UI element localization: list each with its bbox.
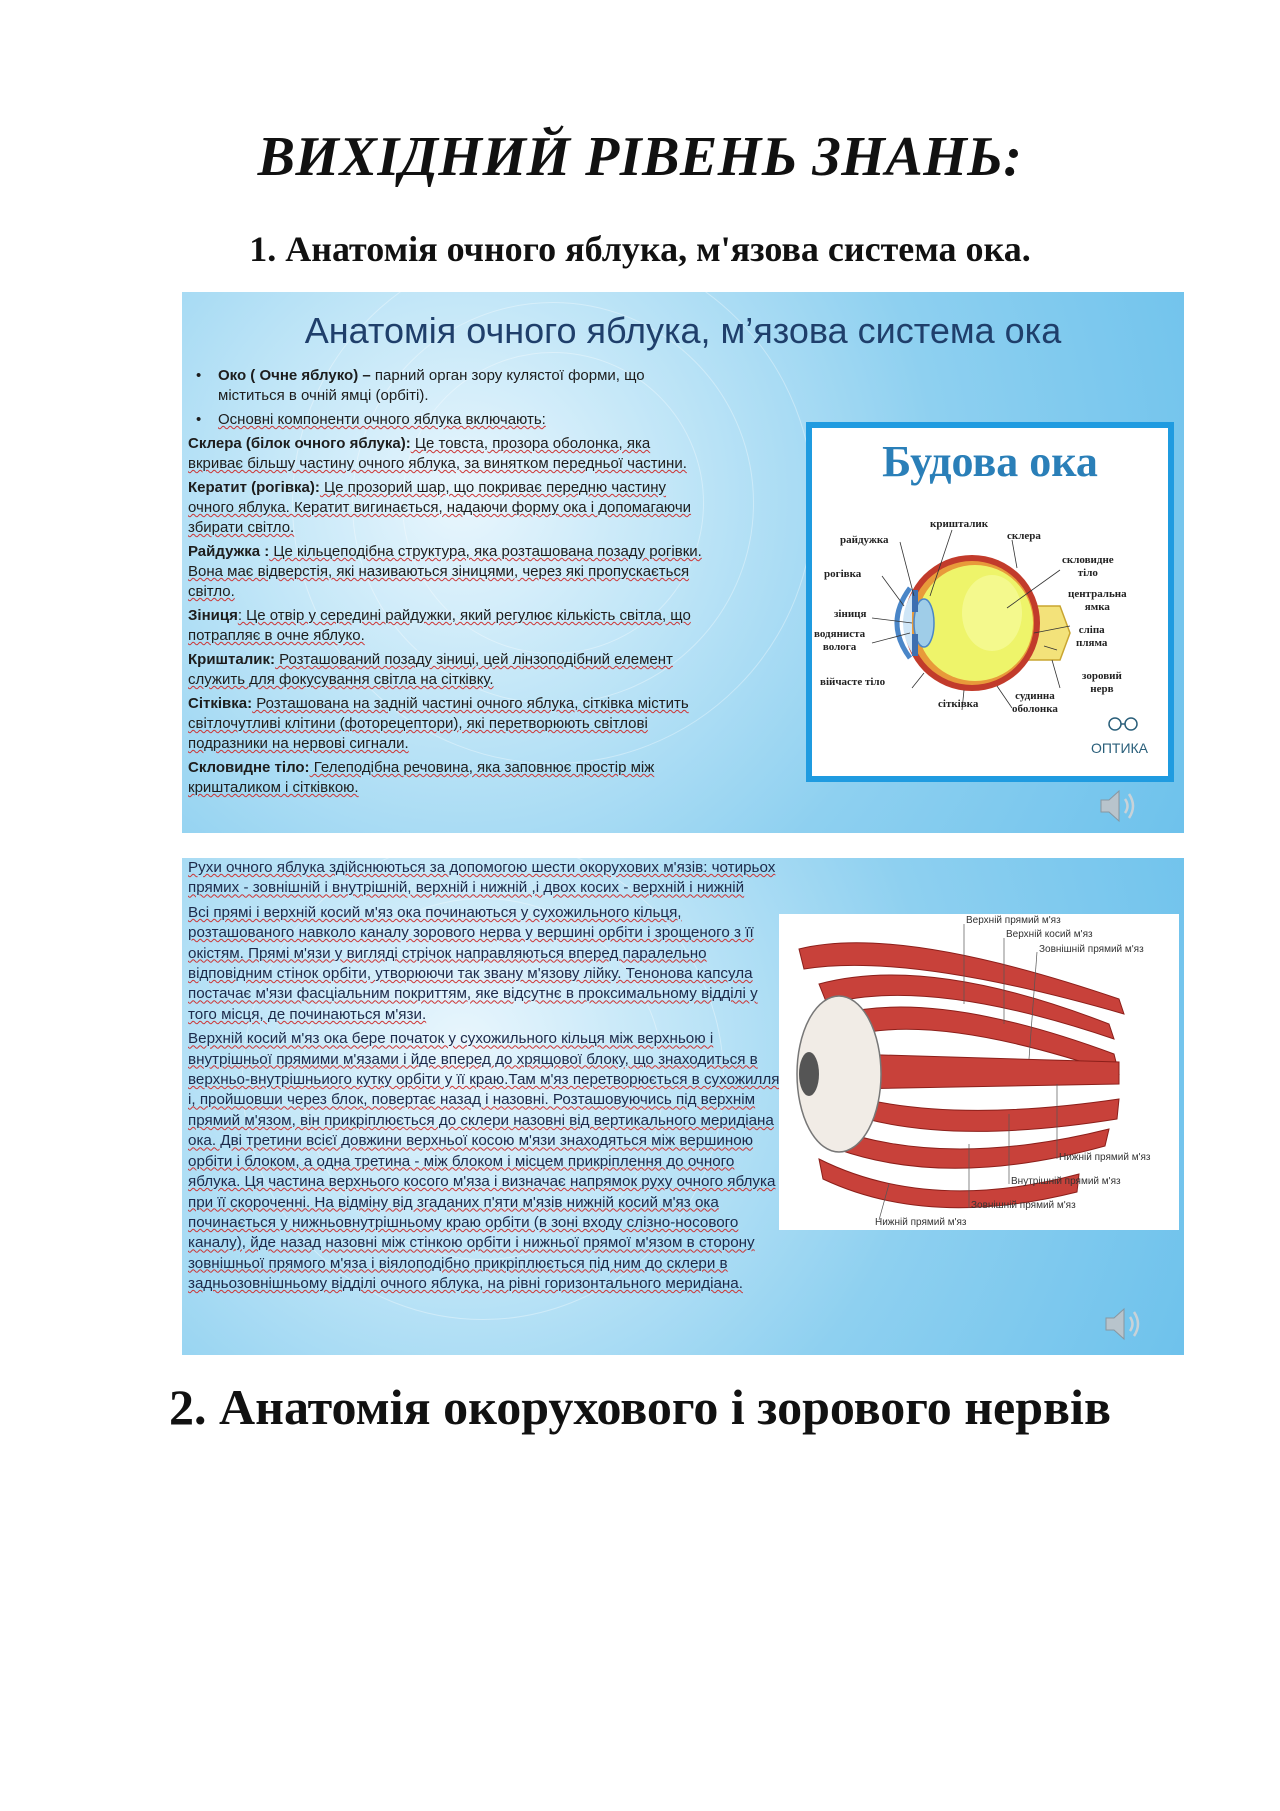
label-lateral-rectus: Зовнішній прямий м'яз <box>971 1200 1076 1211</box>
item-text: Гелеподібна речовина, яка заповнює простір між кришталиком і сітківкою. <box>188 759 655 796</box>
label-aqueous: водяниста волога <box>814 628 866 653</box>
label-vitreous: скловидне тіло <box>1062 554 1114 579</box>
slide-eye-anatomy <box>182 292 1184 833</box>
item-lens <box>188 650 708 690</box>
label-lateral-rectus-top: Зовнішній прямий м'яз <box>1039 944 1144 955</box>
item-iris <box>188 542 708 602</box>
bullet-eye-term: Око ( Очне яблуко) – <box>218 367 371 384</box>
label-retina: сітківка <box>938 698 979 710</box>
label-inferior-rectus: Нижній прямий м'яз <box>1059 1152 1151 1163</box>
label-choroid: судинна оболонка <box>1012 690 1058 715</box>
item-text: Розташований позаду зіниці, цей лінзоподібний елемент служить для фокусування світла на сітківку. <box>188 651 673 688</box>
glasses-icon <box>1106 716 1140 732</box>
label-medial-rectus: Внутрішній прямий м'яз <box>1011 1176 1121 1187</box>
section-heading-2: 2. Анатомія окорухового і зорового нервів <box>169 1379 1111 1435</box>
slide1-title: Анатомія очного яблука, м’язова система ока <box>304 310 1062 351</box>
label-sclera: склера <box>1007 530 1041 542</box>
item-cornea <box>188 478 708 538</box>
speaker-icon[interactable] <box>1097 786 1143 826</box>
item-text: : Це отвір у середині райдужки, який регулює кількість світла, що потрапляє в очне яблуко. <box>188 607 691 644</box>
item-text: Це товста, прозора оболонка, яка вкриває більшу частину очного яблука, за винятком передньої частини. <box>188 435 687 472</box>
item-term: Сітківка: <box>188 695 253 712</box>
paragraph-movements: Рухи очного яблука здійснюються за допомогою шести окорухових м'язів: чотирьох прямих - зовнішній і внутрішній, верхній і нижній ,і двох косих - верхній і нижній <box>188 859 776 897</box>
label-superior-oblique: Верхній косий м'яз <box>1006 929 1093 940</box>
paragraph-rectus: Всі прямі і верхній косий м'яз ока починаються у сухожильного кільця, розташованого навколо каналу зорового нерва у вершині орбіти і зрощеного з її окістям. Прямі м'язи у вигляді стрічок направляються вперед паралельно відповідним стінок орбіти, утворюючи так звану м'язову лійку. Тенонова капсула постачає м'язи фасціальним покриттям, яке відсутнє в проксимальному відділі у того місця, де починаються м'язи. <box>188 903 758 1023</box>
item-term: Скловидне тіло: <box>188 759 310 776</box>
item-vitreous <box>188 758 708 798</box>
item-text: Це прозорий шар, що покриває передню частину очного яблука. Кератит вигинається, надаючи форму ока і допомагаючи збирати світло. <box>188 479 692 536</box>
item-text: Це кільцеподібна структура, яка розташована позаду рогівки. Вона має відверстія, які називаються зіницями, через які пропускається світло. <box>188 543 702 600</box>
label-fovea: центральна ямка <box>1068 588 1127 613</box>
label-cornea: рогівка <box>824 568 862 580</box>
label-superior-rectus: Верхній прямий м'яз <box>966 915 1061 926</box>
bullet-eye-text: парний орган зору кулястої форми, що міститься в очній ямці (орбіті). <box>218 367 645 404</box>
item-text: Розташована на задній частині очного яблука, сітківка містить світлочутливі клітини (фоторецептори), які перетворюють світлові подразники на нервові сигнали. <box>188 695 689 752</box>
page-title: ВИХІДНИЙ РІВЕНЬ ЗНАНЬ: <box>257 126 1023 188</box>
item-pupil <box>188 606 708 646</box>
eye-diagram-title: Будова ока <box>882 437 1098 486</box>
label-inferior-rectus-bottom: Нижній прямий м'яз <box>875 1217 967 1228</box>
bullet-eye <box>188 366 708 406</box>
label-optic-nerve: зоровий нерв <box>1082 670 1122 695</box>
item-sclera <box>188 434 708 474</box>
brand-logo: ОПТИКА <box>1090 740 1148 756</box>
slide-eye-muscles <box>182 858 1184 1355</box>
label-iris: райдужка <box>840 534 889 546</box>
item-term: Кришталик: <box>188 651 275 668</box>
label-pupil: зіниця <box>834 608 867 620</box>
label-lens: кришталик <box>930 518 989 530</box>
eye-diagram <box>806 422 1174 782</box>
section-heading-1: 1. Анатомія очного яблука, м'язова система ока. <box>249 229 1031 269</box>
item-retina <box>188 694 708 754</box>
slide1-text <box>188 366 708 802</box>
speaker-icon[interactable] <box>1102 1304 1148 1344</box>
muscle-diagram <box>779 914 1179 1230</box>
bullet-components: • Основні компоненти очного яблука включають: <box>188 410 708 430</box>
item-term: Склера (білок очного яблука): <box>188 435 411 452</box>
label-blind-spot: сліпа пляма <box>1076 624 1108 649</box>
slide2-text <box>188 858 788 1299</box>
label-ciliary: війчасте тіло <box>820 676 886 688</box>
paragraph-oblique: Верхній косий м'яз ока бере початок у сухожильного кільця між верхньою і внутрішньої прямими м'язами і йде вперед до хрящової блоку, що знаходиться в верхньо-внутрішньиого кутку орбіти у її краю.Там м'яз перетворюється в сухожилля і, пройшовши через блок, повертає назад і назовні. Розташовуючись під верхнім прямий м'язом, він прикріплюється до склери назовні від вертикального меридіана ока. Дві третини всієї довжини верхньої косою м'язи знаходяться між вершиною орбіти і блоком, а одна третина - між блоком і місцем прикріплення до очного яблука. Ця частина верхнього косого м'яза і визначає напрямок руху очного яблука при її скороченні. На відміну від згаданих п'яти м'язів нижній косий м'яз ока починається у нижньовнутрішньому краю орбіти (в зоні входу слізно-носового каналу), йде назад назовні між стінкою орбіти і нижньої прямої м'язом в сторону зовнішньої прямого м'яза і віялоподібно прикріплюється під ним до склери в задньозовнішньому відділі очного яблука, на рівні горизонтального меридіана. <box>188 1030 780 1293</box>
item-term: Зіниця <box>188 607 238 624</box>
item-term: Райдужка : <box>188 543 270 560</box>
item-term: Кератит (рогівка): <box>188 479 320 496</box>
